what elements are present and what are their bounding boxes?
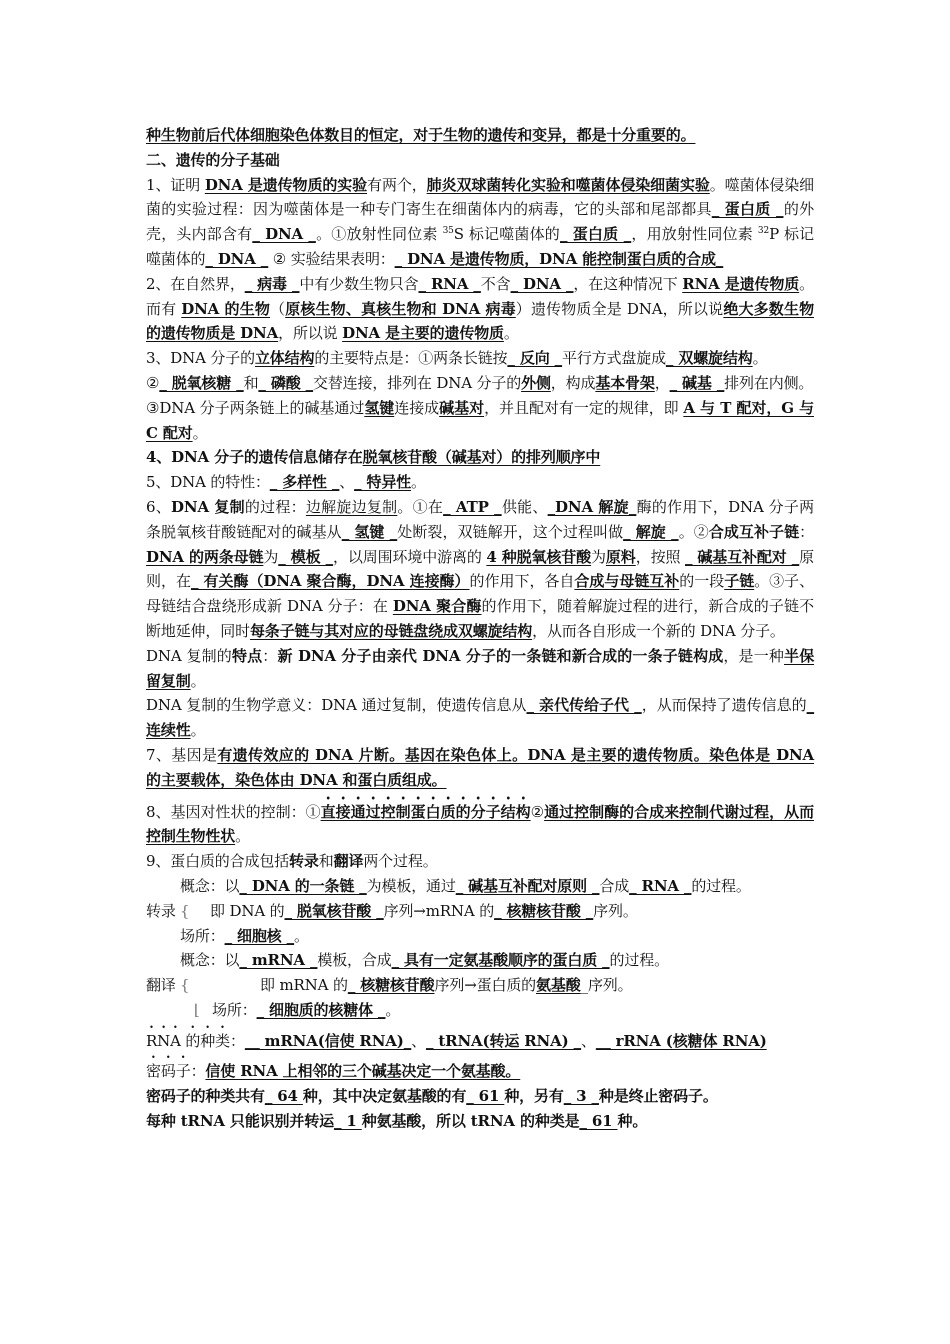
text-run: 3、DNA 分子的 <box>146 349 255 368</box>
text-run: 每种 tRNA 只能识别并转运 <box>146 1112 334 1131</box>
text-run: 密码子的种类共有 <box>146 1087 265 1106</box>
text-run: _ RNA _ <box>629 876 692 895</box>
paragraph-codon-count <box>146 1084 814 1109</box>
text-run: 信使 RNA 上相邻的三个碱基决定一个氨基酸。 <box>205 1062 521 1081</box>
text-run: ： <box>190 1062 206 1081</box>
brace-icon: { <box>180 976 190 995</box>
text-run: 的过程。 <box>691 876 751 895</box>
text-run: 的过程。 <box>609 951 669 970</box>
text-run: _ DNA 是遗传物质，DNA 能控制蛋白质的合成_ <box>394 249 724 268</box>
text-run: _ 1 <box>333 1112 362 1131</box>
paragraph-10 <box>146 693 814 743</box>
text-run: _ 特异性 <box>354 473 412 492</box>
text-run: 9、蛋白质的合成包括 <box>146 852 290 871</box>
text-run: 原则，在 <box>146 547 815 591</box>
brace-end-icon: ⌊ <box>194 1000 200 1019</box>
text-run: ： <box>799 522 815 541</box>
text-run: 种是终止密码子。 <box>598 1087 718 1106</box>
text-run: _ 磷酸 _ <box>258 373 313 392</box>
text-run: _ DNA 的一条链 _ <box>239 876 367 895</box>
transcription-label: 转录 <box>146 901 176 920</box>
text-run: 子链 <box>724 572 755 591</box>
paragraph-9 <box>146 644 814 694</box>
translation-site <box>212 1001 400 1019</box>
text-run: _ 61 <box>466 1087 505 1106</box>
text-run: 种，其中决定氨基酸的有 <box>302 1087 467 1106</box>
text-run: DNA 复制的 <box>146 646 232 665</box>
translation-label: 翻译 <box>146 976 176 995</box>
text-run: 的主要特点是：①两条长链按 <box>314 349 508 368</box>
text-run: 排列在内侧。 <box>724 373 814 392</box>
text-run: 、 <box>580 1031 596 1050</box>
text-run: DNA 的两条母链 <box>146 547 264 566</box>
text-run: 场所： <box>180 926 225 945</box>
text-run: _ tRNA(转运 RNA) _ <box>425 1031 581 1050</box>
text-run: 肺炎双球菌转化实验和噬菌体侵染细菌实验 <box>426 175 710 194</box>
text-run: ③DNA 分子两条链上的碱基通过 <box>146 398 365 417</box>
text-run: 。 <box>503 324 519 343</box>
text-run: 氨基酸 <box>536 976 581 995</box>
paragraph-2 <box>146 272 814 346</box>
translation-site-line <box>146 998 814 1023</box>
text-run: _ 碱基互补配对原则 _ <box>455 876 600 895</box>
text-run: ，是一种 <box>723 646 785 665</box>
text-run: 翻译 <box>333 852 364 871</box>
text-run: 合成互补子链 <box>708 522 800 541</box>
text-run: S 标记噬菌体的 <box>453 225 560 244</box>
text-run: _ 碱基互补配对 _ <box>684 547 800 566</box>
text-run: 酶的作用下，DNA 分子两条脱氧核苷酸链配对的碱基从 <box>146 497 814 541</box>
text-run: 32 <box>757 226 770 237</box>
text-run: ）遗传物质全是 DNA，所以说 <box>515 299 724 318</box>
text-run: 通过控制酶的合成来控制代谢过程，从而控制生物性状 <box>146 802 814 846</box>
text-run: 和 <box>318 852 334 871</box>
text-run: 绝大多数生物的遗传物质是 DNA <box>146 299 814 343</box>
text-run: DNA 的生物 <box>181 299 271 318</box>
text-run: 中有少数生物只含 <box>299 274 419 293</box>
text-run: 4、DNA 分子的遗传信息储存在 <box>146 448 363 467</box>
text-run: 。 <box>190 721 206 740</box>
text-run: 每条子链与其对应的母链盘绕成双螺旋结构 <box>249 621 533 640</box>
transcription-sequence-line <box>146 899 814 924</box>
text-run: 即 DNA 的 <box>210 901 285 920</box>
text-run: _ 3 _ <box>563 1087 599 1106</box>
text-run: 种。 <box>617 1112 648 1131</box>
text-run: 立体结构 <box>254 349 315 368</box>
text-run: 不含 <box>480 274 511 293</box>
text-run: ② <box>146 373 160 392</box>
text-run: （ <box>270 299 286 318</box>
paragraph-6 <box>146 445 814 470</box>
text-run: ，从而各自形成一个新的 DNA 分子。 <box>532 621 785 640</box>
text-run: _ 脱氧核糖 _ <box>159 373 244 392</box>
text-run: 、 <box>339 473 355 492</box>
text-run: 。而有 <box>146 274 814 318</box>
text-run: _ 61 <box>579 1112 618 1131</box>
text-run: 原料 <box>605 547 636 566</box>
text-run: 。 <box>192 423 208 442</box>
text-run: _ 核糖核苷酸 <box>347 976 435 995</box>
paragraph-12 <box>146 793 814 850</box>
text-run: 序列→mRNA 的 <box>383 901 495 920</box>
text-run: _ 亲代传给子代 _ <box>526 696 642 715</box>
text-run: ， <box>654 373 670 392</box>
text-run: 半保留复制 <box>146 646 815 690</box>
text-run: 的一段 <box>679 572 725 591</box>
paragraph-1 <box>146 173 814 272</box>
text-run: 。② <box>678 522 709 541</box>
paragraph-11 <box>146 743 814 793</box>
text-run: _ 核糖核苷酸 _ <box>494 901 594 920</box>
text-run: 概念：以 <box>180 951 240 970</box>
text-run: _ 双螺旋结构 <box>665 349 753 368</box>
text-run: 碱基对 <box>439 398 485 417</box>
text-run: _ 碱基 _ <box>669 373 725 392</box>
text-run: ，用放射性同位素 <box>631 225 758 244</box>
section-heading: 二、遗传的分子基础 <box>146 150 280 169</box>
text-run: 。①放射性同位素 <box>315 225 443 244</box>
text-run: 。 <box>235 827 250 846</box>
transcription-site <box>146 924 814 949</box>
text-run: 8、基因对性状的控制：① <box>146 802 321 821</box>
text-run: _ 病毒 _ <box>244 274 300 293</box>
text-run: 两个过程。 <box>363 852 438 871</box>
text-run: 供能、 <box>501 497 548 516</box>
text-run: 外侧 <box>521 373 551 392</box>
text-run: 种氨基酸，所以 tRNA 的种类是 <box>361 1112 580 1131</box>
text-run: _ DNA _ <box>510 274 574 293</box>
text-run: _ 蛋白质 _ <box>711 200 784 219</box>
text-run: __ rRNA (核糖体 RNA) <box>595 1031 767 1050</box>
text-run: ，所以说 <box>278 324 343 343</box>
text-run: 连接成 <box>394 398 440 417</box>
text-run: 密码子 <box>146 1062 191 1081</box>
text-run: 7、基因是 <box>146 745 218 764</box>
text-run: _ 蛋白质 _ <box>559 225 632 244</box>
text-run: ，按照 <box>635 547 685 566</box>
text-run: _ mRNA _ <box>239 951 318 970</box>
paragraph-5 <box>146 396 814 446</box>
text-run: 、 <box>411 1031 426 1050</box>
translation-sequence <box>260 976 633 994</box>
text-run: 序列→蛋白质的 <box>434 976 537 995</box>
text-run: _ 反向 _ <box>507 349 562 368</box>
text-run: ： <box>229 1031 245 1050</box>
text-run: ，从而保持了遗传信息的 <box>641 696 807 715</box>
text-run: ，在这种情况下 <box>573 274 683 293</box>
text-run: 概念：以 <box>180 876 240 895</box>
text-run: 的过程： <box>244 497 306 516</box>
text-run: _ ATP _ <box>443 497 502 516</box>
text-run: ② <box>530 802 545 821</box>
text-run: 模板，合成 <box>317 951 392 970</box>
text-run: _DNA 解旋_ <box>547 497 637 516</box>
text-run: 合成与母链互补 <box>574 572 680 591</box>
translation-sequence-line <box>146 973 814 998</box>
paragraph-trna <box>146 1109 814 1134</box>
text-run: 转录 <box>289 852 319 871</box>
text-run: DNA 是主要的遗传物质 <box>342 324 504 343</box>
text-run: 处断裂，双链解开，这个过程叫做 <box>397 522 624 541</box>
text-run: 。 <box>752 349 768 368</box>
translation-concept <box>146 948 814 973</box>
text-run: 平行方式盘旋成 <box>561 349 666 368</box>
text-run: 。 <box>293 926 309 945</box>
text-run: 氢键 <box>364 398 395 417</box>
text-run: _ 连续性 <box>146 696 814 740</box>
text-run: ，以周围环境中游离的 <box>332 547 487 566</box>
text-run: 6、 <box>146 497 172 516</box>
text-run: _ DNA _ <box>205 249 269 268</box>
text-run: 为 <box>591 547 606 566</box>
text-run: 的作用下，随着解旋过程的进行，新合成的子链不断地延伸，同时 <box>146 597 814 640</box>
text-run: _ 氢键 _ <box>341 522 398 541</box>
text-run: 有两个， <box>367 175 427 194</box>
paragraph-8 <box>146 495 814 644</box>
text-run: 序列。 <box>593 901 638 920</box>
text-run: _ 细胞核 _ <box>224 926 294 945</box>
text-run: 场所： <box>212 1000 257 1019</box>
text-run: 2、在自然界， <box>146 274 245 293</box>
text-run: 脱氧核苷酸（碱基对）的排列顺序中 <box>362 448 601 467</box>
text-run: 。 <box>190 671 206 690</box>
text-run: 直接通过控制蛋白质的分子结构 <box>320 802 531 821</box>
text-run: P 标记噬菌体的 <box>146 225 815 268</box>
text-run: 即 mRNA 的 <box>260 976 348 995</box>
text-run: 。 <box>411 473 426 492</box>
transcription-sequence <box>210 902 638 920</box>
paragraph-3 <box>146 346 814 371</box>
text-run: 。③子、母链结合盘绕形成新 DNA 分子：在 <box>146 572 814 616</box>
text-run: _ RNA _ <box>418 274 481 293</box>
transcription-concept <box>146 874 814 899</box>
text-run: DNA 复制的生物学意义：DNA 通过复制，使遗传信息从 <box>146 696 527 715</box>
text-run: _ 模板 _ <box>278 547 333 566</box>
text-run: A 与 T 配对，G 与 C 配对 <box>146 398 814 442</box>
text-run: _ DNA _ <box>252 225 316 244</box>
text-run: 交替连接，排列在 DNA 分子的 <box>312 373 522 392</box>
document-page <box>146 123 814 1134</box>
text-run: 新 DNA 分子由亲代 DNA 分子的一条链和新合成的一条子链构成 <box>277 646 724 665</box>
text-run: 。 <box>385 1000 401 1019</box>
text-run: _ 有关酶（DNA 聚合酶，DNA 连接酶） <box>190 572 470 591</box>
text-run: DNA 聚合酶 <box>392 597 482 616</box>
text-run: 的作用下，各自 <box>469 572 575 591</box>
text-run: _ 多样性 _ <box>269 473 340 492</box>
text-run: _ 脱氧核苷酸 _ <box>284 901 384 920</box>
paragraph-7 <box>146 470 814 495</box>
paragraph-13 <box>146 849 814 874</box>
text-run: 。噬菌体侵染细菌的实验过程：因为噬菌体是一种专门寄生在细菌体内的病毒，它的头部和尾部都具 <box>146 175 815 219</box>
paragraph-4 <box>146 371 814 396</box>
text-run: 种，另有 <box>504 1087 564 1106</box>
text-run: DNA 复制 <box>171 497 245 516</box>
text-run: ，并且配对有一定的规律，即 <box>484 398 684 417</box>
text-run: 边解旋边复制 <box>305 497 398 516</box>
paragraph-rna-types <box>146 1023 814 1054</box>
text-run: 4 种脱氧核苷酸 <box>486 547 592 566</box>
text-run: 为 <box>263 547 279 566</box>
paragraph-continuation: 种生物前后代体细胞染色体数目的恒定，对于生物的遗传和变异，都是十分重要的。 <box>146 126 696 144</box>
text-run: 和 <box>243 373 259 392</box>
text-run: RNA 是遗传物质 <box>682 274 800 293</box>
text-run: 5、DNA 的特性： <box>146 473 270 492</box>
text-run: _ 细胞质的核糖体 _ <box>256 1000 386 1019</box>
text-run: DNA 是遗传物质的实验 <box>204 175 368 194</box>
text-run: 有遗传效应的 DNA 片断。基因在染色体上。DNA 是主要的遗传物质。染色体是 DNA 的主要载体，染色体由 DNA 和蛋白质组成。 <box>146 745 815 789</box>
text-run: __ mRNA(信使 RNA)_ <box>244 1031 412 1050</box>
text-run: 特点 <box>231 646 263 665</box>
text-run: 原核生物、真核生物和 DNA 病毒 <box>285 299 516 318</box>
text-run: 基本骨架 <box>595 373 655 392</box>
text-run: ： <box>262 646 278 665</box>
text-run: 为模板，通过 <box>366 876 456 895</box>
text-run: 35 <box>442 226 454 237</box>
text-run: _ 具有一定氨基酸顺序的蛋白质 _ <box>391 951 610 970</box>
brace-icon: { <box>180 901 190 920</box>
text-run: _ 64 <box>264 1087 303 1106</box>
text-run: ② 实验结果表明： <box>268 249 395 268</box>
text-run: 1、证明 <box>146 175 205 194</box>
text-run: _序列。 <box>580 976 633 995</box>
paragraph-codon <box>146 1053 814 1084</box>
text-run: RNA 的种类 <box>146 1031 230 1050</box>
text-run: 。①在 <box>397 497 444 516</box>
text-run: 的外壳，头内部含有 <box>146 200 814 244</box>
text-run: 合成 <box>599 876 630 895</box>
text-run: _ 解旋 _ <box>623 522 679 541</box>
text-run: ，构成 <box>550 373 596 392</box>
